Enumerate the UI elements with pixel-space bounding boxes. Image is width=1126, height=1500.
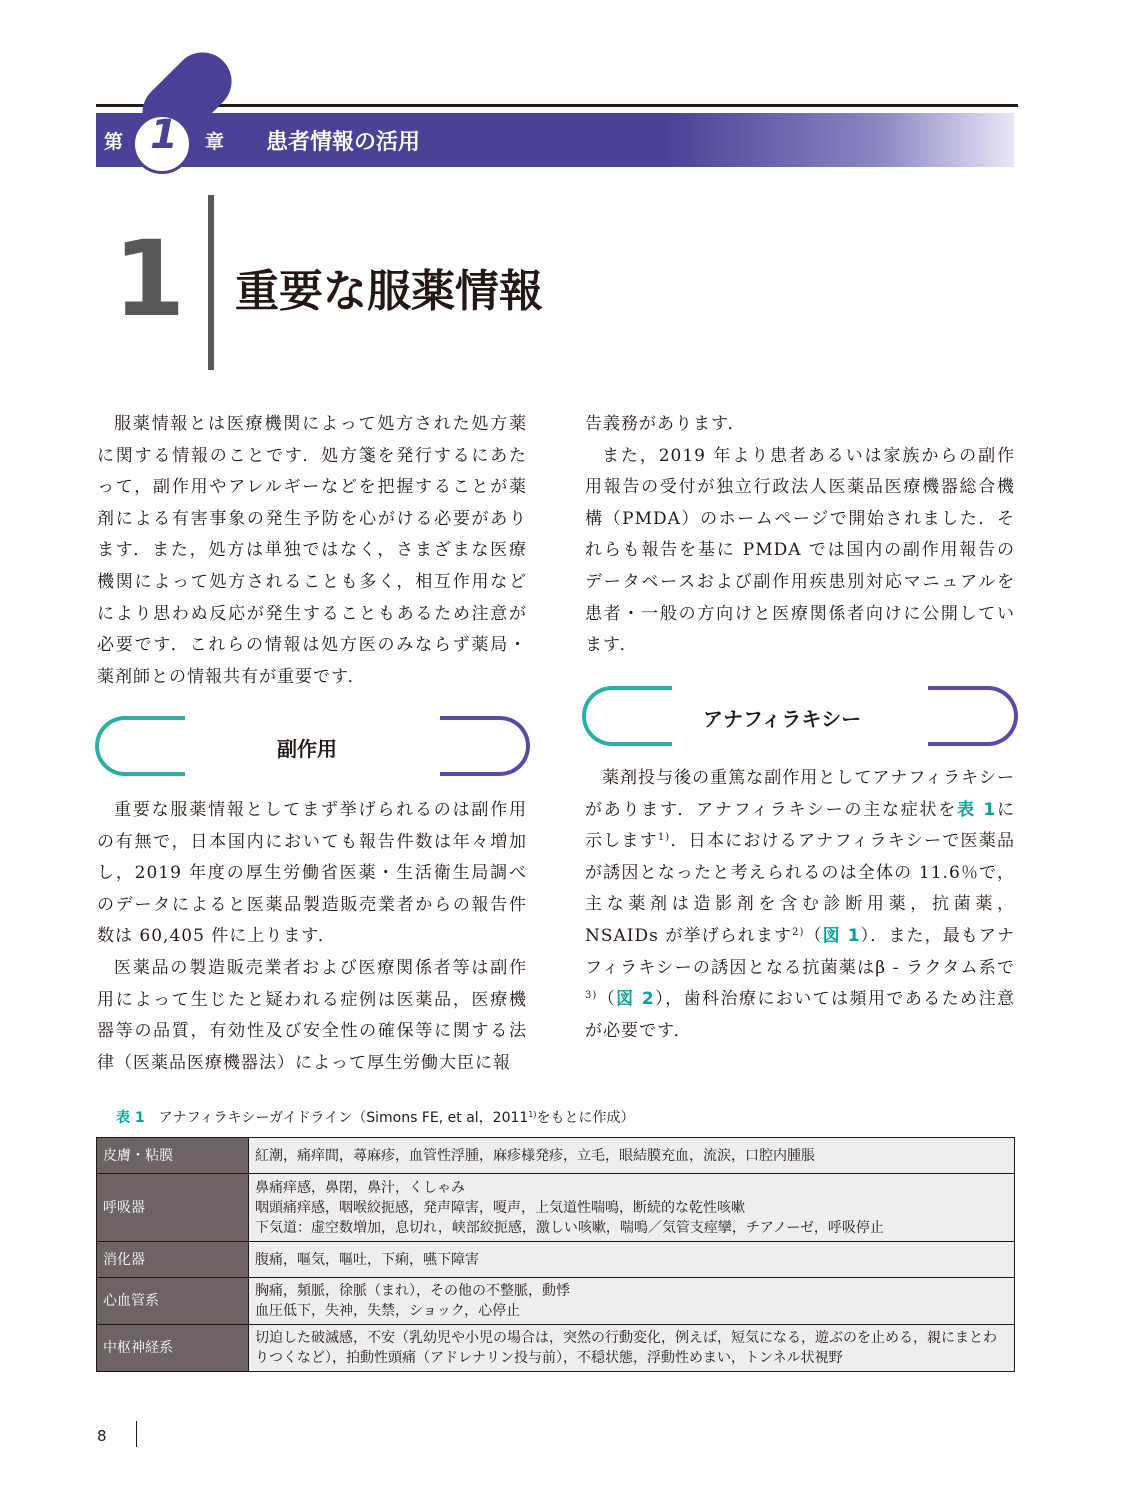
symptom-table xyxy=(96,1137,1015,1372)
heading-bracket-left xyxy=(95,716,185,776)
symptom-line: 血圧低下，失神，失禁，ショック，心停止 xyxy=(255,1303,521,1319)
section-title: 重要な服薬情報 xyxy=(235,266,543,317)
row-symptoms xyxy=(249,1325,1015,1372)
table-row xyxy=(97,1174,1015,1242)
citation-1: 1) xyxy=(657,832,671,844)
section-number: 1 xyxy=(113,218,182,340)
heading-bracket-left xyxy=(582,686,672,746)
heading-bracket-right xyxy=(928,686,1018,746)
anaphylaxis-text-b: に示します xyxy=(585,799,1016,852)
side-effects-heading: 副作用 xyxy=(277,737,337,761)
citation-2: 2) xyxy=(792,926,805,938)
anaphylaxis-text-a: 薬剤投与後の重篤な副作用としてアナフィラキシーがあります．アナフィラキシーの主な症状を xyxy=(585,768,1015,820)
row-symptoms xyxy=(249,1174,1015,1242)
side-effects-paragraph-3: また，2019 年より患者あるいは家族からの副作用報告の受付が独立行政法人医薬品医療機器総合機構（PMDA）のホームページで開始されました．それらも報告を基に PMDA では国内の副作用報告のデータベースおよび副作用疾患別対応マニュアルを患者・一般の方向けと医療関係者向けに公開しています． xyxy=(585,445,1015,656)
row-symptoms xyxy=(249,1242,1015,1278)
row-category: 中枢神経系 xyxy=(97,1325,249,1372)
table-row xyxy=(97,1242,1015,1278)
top-rule xyxy=(96,104,1018,107)
table-1-reference-link[interactable]: 表 1 xyxy=(957,799,997,820)
table-row xyxy=(97,1138,1015,1174)
row-category: 消化器 xyxy=(97,1242,249,1278)
section-divider xyxy=(208,195,214,370)
symptom-line: 鼻痛痒感，鼻閉，鼻汁，くしゃみ xyxy=(255,1179,465,1196)
row-category: 呼吸器 xyxy=(97,1174,249,1242)
citation-3: 3) xyxy=(585,990,598,1002)
page-number: 8 xyxy=(97,1427,107,1445)
side-effects-text xyxy=(97,795,527,1079)
figure-2-reference-link[interactable]: 図 2 xyxy=(616,989,655,1010)
anaphylaxis-text-e: ）．また，最もアナフィラキシーの誘因となる抗菌薬はβ - ラクタム系で xyxy=(585,925,1016,978)
chapter-banner xyxy=(96,113,1014,167)
table-row xyxy=(97,1325,1015,1372)
table-caption-citation: 1) xyxy=(528,1110,537,1119)
table-caption-number: 表 1 xyxy=(116,1110,145,1126)
row-category: 心血管系 xyxy=(97,1278,249,1325)
row-category: 皮膚・粘膜 xyxy=(97,1138,249,1174)
side-effects-paragraph-2-continued: 告義務があります． xyxy=(585,414,746,434)
symptom-line: 下気道：虚空数増加，息切れ，峡部絞扼感，激しい咳嗽，喘鳴／気管支痙攣，チアノーゼ，呼吸停止 xyxy=(255,1219,884,1236)
figure-1-reference-link[interactable]: 図 1 xyxy=(822,925,861,946)
symptom-line: 切迫した破滅感，不安（乳幼児や小児の場合は，突然の行動変化，例えば，短気になる，遊ぶのを止める，親にまとわりつくなど），拍動性頭痛（アドレナリン投与前），不穏状態，浮動性めまい，トンネル状視野 xyxy=(255,1330,997,1366)
footer-divider xyxy=(136,1421,137,1447)
anaphylaxis-text xyxy=(585,763,1015,1047)
anaphylaxis-text-f: （ xyxy=(597,989,617,1010)
chapter-prefix: 第 xyxy=(104,131,124,153)
symptom-line: 紅潮，痛痒間，蕁麻疹，血管性浮腫，麻疹様発疹，立毛，眼結膜充血，流涙，口腔内腫脹 xyxy=(255,1147,815,1164)
symptom-line: 咽頭痛痒感，咽喉絞扼感，発声障害，嗄声，上気道性喘鳴，断続的な乾性咳嗽 xyxy=(255,1199,745,1216)
chapter-suffix: 章 xyxy=(205,131,225,153)
anaphylaxis-paragraph xyxy=(585,763,1015,1047)
side-effects-paragraph-1: 重要な服薬情報としてまず挙げられるのは副作用の有無で，日本国内においても報告件数は年々増加し，2019 年度の厚生労働省医薬・生活衛生局調べのデータによると医薬品製造販売業者からの報告件数は 60,405 件に上ります． xyxy=(97,800,527,947)
table-caption xyxy=(116,1107,635,1127)
anaphylaxis-text-d: （ xyxy=(804,925,823,946)
intro-text xyxy=(97,409,527,693)
chapter-number: 1 xyxy=(150,112,178,158)
intro-paragraph: 服薬情報とは医療機関によって処方された処方薬に関する情報のことです．処方箋を発行するにあたって，副作用やアレルギーなどを把握することが薬剤による有害事象の発生予防を心がける必要があります．また，処方は単独ではなく，さまざまな医療機関によって処方されることも多く，相互作用などにより思わぬ反応が発生することもあるため注意が必要です．これらの情報は処方医のみならず薬局・薬剤師との情報共有が重要です． xyxy=(97,414,527,687)
table-row xyxy=(97,1278,1015,1325)
symptom-line: 胸痛，頻脈，徐脈（まれ），その他の不整脈，動悸 xyxy=(255,1283,570,1299)
anaphylaxis-text-c: ．日本におけるアナフィラキシーで医薬品が誘因となったと考えられるのは全体の 11.6％で，主な薬剤は造影剤を含む診断用薬，抗菌薬，NSAIDs が挙げられます xyxy=(585,831,1015,946)
row-symptoms xyxy=(249,1278,1015,1325)
heading-bracket-right xyxy=(440,716,530,776)
anaphylaxis-text-g: ），歯科治療においては頻用であるため注意が必要です． xyxy=(585,989,1016,1041)
side-effects-paragraph-2: 医薬品の製造販売業者および医療関係者等は副作用によって生じたと疑われる症例は医薬品，医療機器等の品質，有効性及び安全性の確保等に関する法律（医薬品医療機器法）によって厚生労働大臣に報 xyxy=(97,957,527,1073)
symptom-line: 腹痛，嘔気，嘔吐，下痢，嚥下障害 xyxy=(255,1251,479,1268)
side-effects-text-continued xyxy=(585,409,1015,662)
anaphylaxis-heading: アナフィラキシー xyxy=(703,707,862,731)
row-symptoms xyxy=(249,1138,1015,1174)
table-caption-end: をもとに作成） xyxy=(536,1110,635,1126)
chapter-title: 患者情報の活用 xyxy=(266,130,421,155)
table-caption-title: アナフィラキシーガイドライン（Simons FE, et al，2011 xyxy=(158,1110,529,1126)
